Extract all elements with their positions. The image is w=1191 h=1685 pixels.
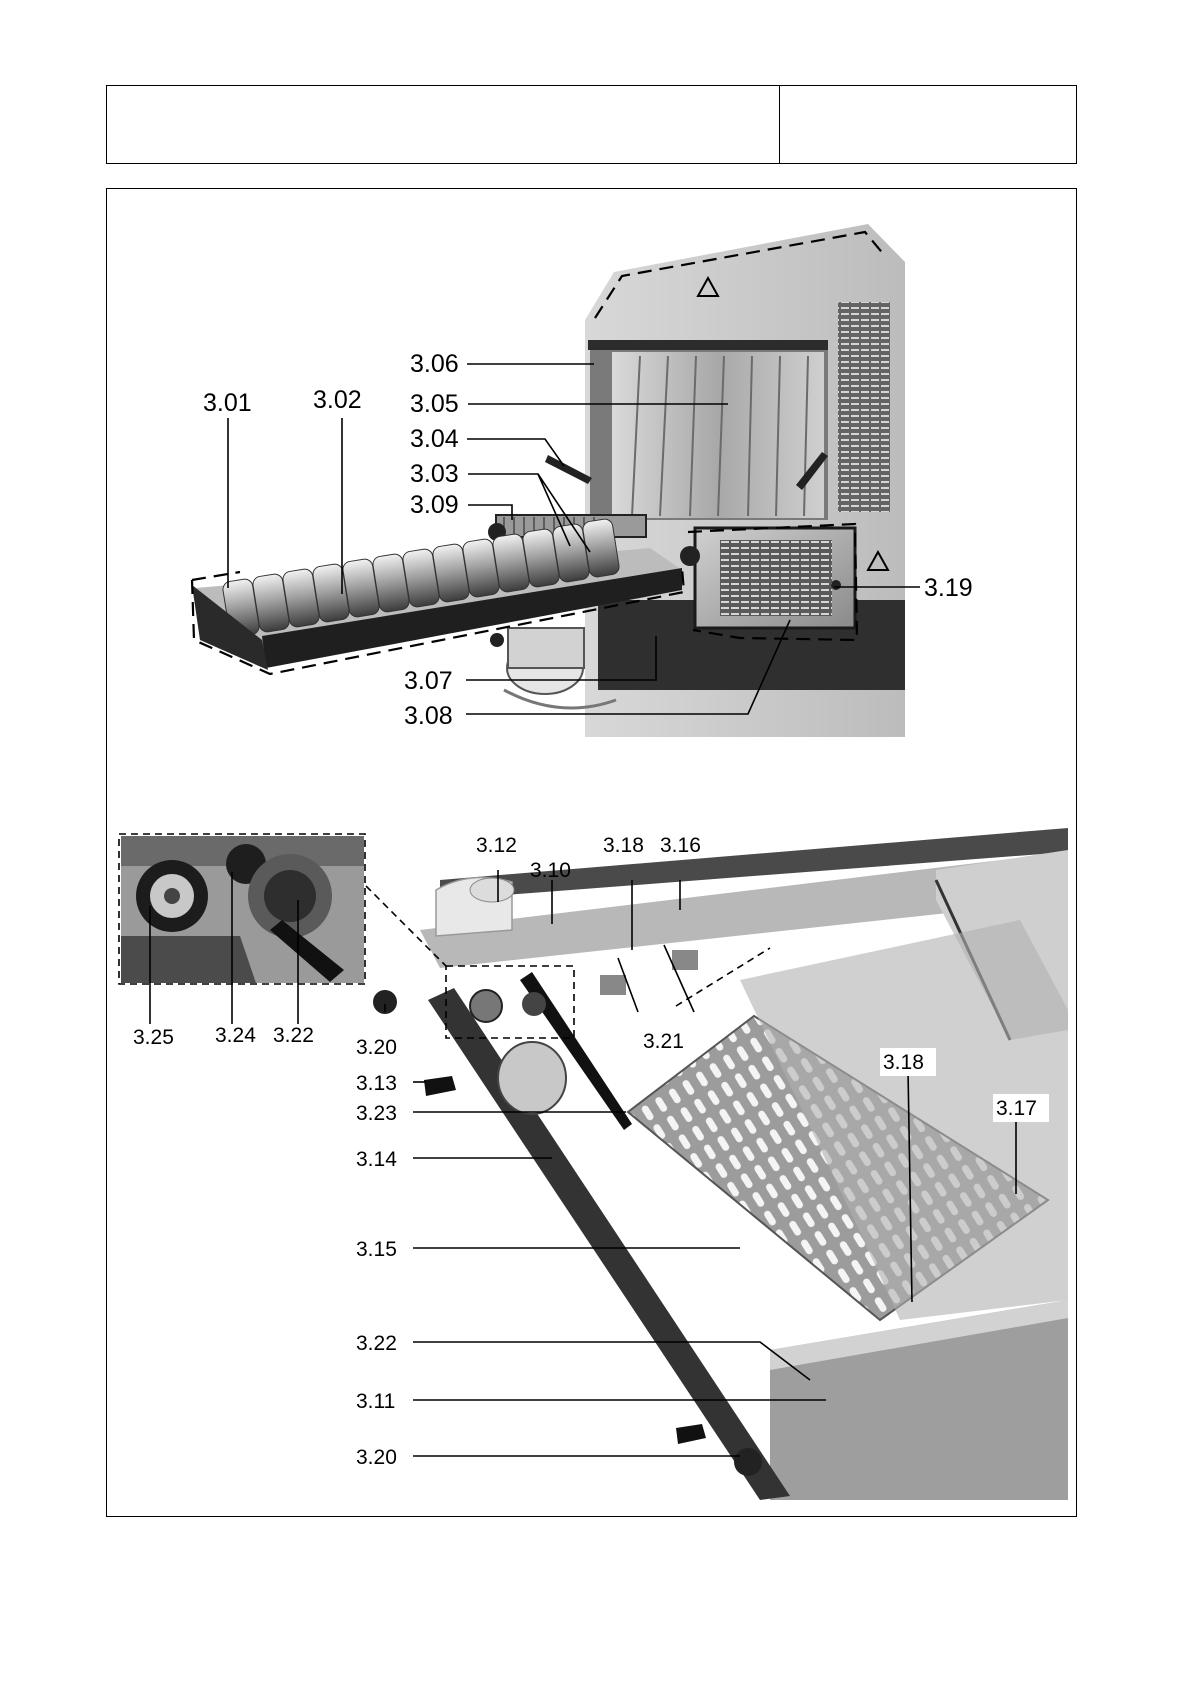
callout-3-24: 3.24 <box>215 1024 256 1047</box>
top-machine-illustration <box>192 224 905 737</box>
callout-3-13: 3.13 <box>356 1072 397 1095</box>
callout-3-19: 3.19 <box>924 574 973 602</box>
callout-3-21: 3.21 <box>643 1030 684 1053</box>
callout-3-16: 3.16 <box>660 834 701 857</box>
callout-3-07: 3.07 <box>404 667 453 695</box>
callout-3-08: 3.08 <box>404 702 453 730</box>
callout-3-14: 3.14 <box>356 1148 397 1171</box>
callout-3-05: 3.05 <box>410 390 459 418</box>
callout-3-12: 3.12 <box>476 834 517 857</box>
inset-detail <box>119 834 446 984</box>
callout-3-18-right: 3.18 <box>883 1051 924 1074</box>
callout-3-10: 3.10 <box>530 859 571 882</box>
callout-3-22-inset: 3.22 <box>273 1024 314 1047</box>
callout-3-20-bottom: 3.20 <box>356 1446 397 1469</box>
callout-3-23: 3.23 <box>356 1102 397 1125</box>
callout-3-01: 3.01 <box>203 389 252 417</box>
callout-3-02: 3.02 <box>313 386 362 414</box>
callout-3-09: 3.09 <box>410 491 459 519</box>
callout-3-11: 3.11 <box>356 1390 396 1413</box>
callout-3-06: 3.06 <box>410 350 459 378</box>
callout-3-18-top: 3.18 <box>603 834 644 857</box>
callout-3-17: 3.17 <box>996 1097 1037 1120</box>
callout-3-04: 3.04 <box>410 425 459 453</box>
callout-3-03: 3.03 <box>410 460 459 488</box>
callout-3-15: 3.15 <box>356 1238 397 1261</box>
callout-3-25: 3.25 <box>133 1026 174 1049</box>
callout-3-22-main: 3.22 <box>356 1332 397 1355</box>
callout-3-20-top: 3.20 <box>356 1036 397 1059</box>
